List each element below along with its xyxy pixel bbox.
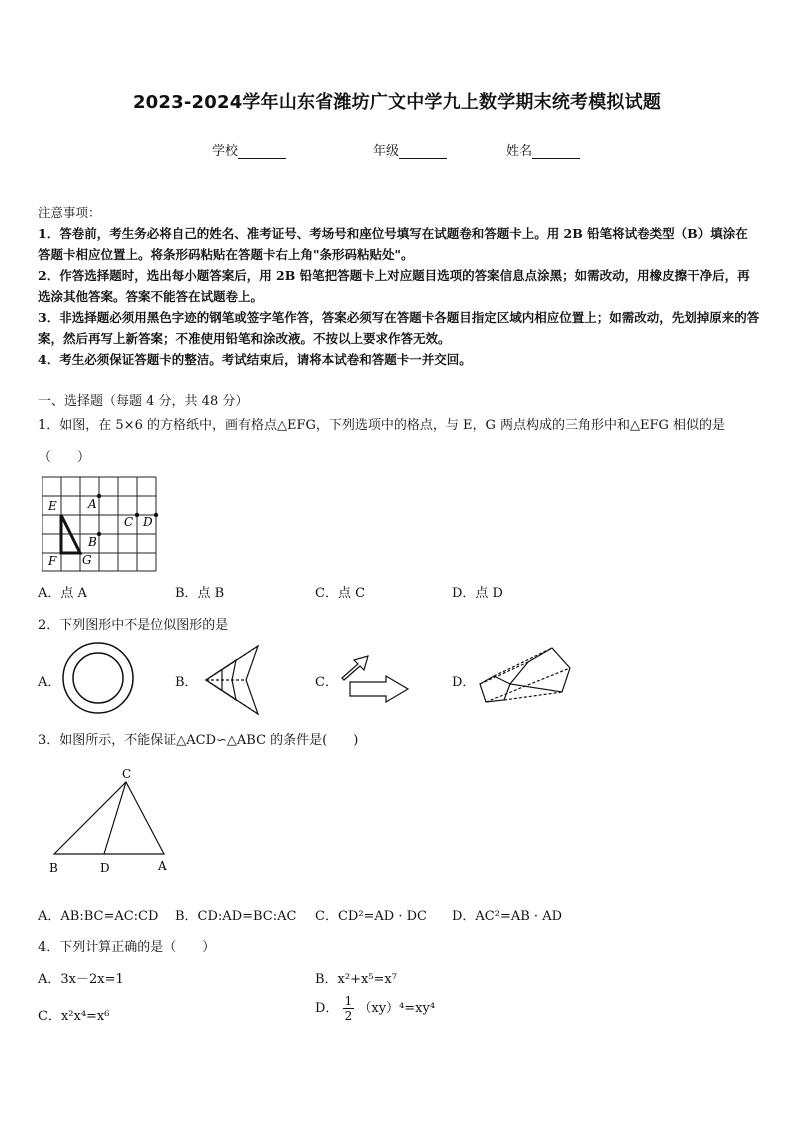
fraction-numerator: 1: [344, 994, 353, 1008]
name-label: 姓名: [506, 144, 533, 159]
fraction: [343, 994, 355, 1023]
q1-option-d[interactable]: D．点 D: [452, 586, 503, 601]
label-b: B: [49, 861, 58, 875]
label-d: D: [143, 515, 153, 529]
notice-item-3: 3．非选择题必须用黑色字迹的钢笔或签字笔作答，答案必须写在答题卡各题目指定区域内相应位置上；如需改动，先划掉原来的答案，然后再写上新答案；不准使用铅笔和涂改液。不按以上要求作答无效。: [38, 310, 760, 346]
q4-option-d-expression: （xy）⁴=xy⁴: [358, 1001, 436, 1016]
q3-option-c[interactable]: C．CD²=AD · DC: [315, 909, 427, 924]
q2-fig-d-pentagons: [472, 642, 582, 710]
point-d: [154, 513, 158, 517]
notice-block: [38, 202, 760, 370]
q2-option-a[interactable]: A．: [38, 675, 61, 690]
label-a: A: [88, 497, 97, 511]
name-field: [506, 140, 580, 159]
q3-stem: 3．如图所示，不能保证△ACD∽△ABC 的条件是( ): [38, 733, 359, 748]
q1-option-b[interactable]: B．点 B: [175, 586, 225, 601]
q3-triangle-figure: [44, 764, 178, 876]
q3-option-a[interactable]: A．AB:BC=AC:CD: [38, 909, 159, 924]
point-a: [97, 494, 101, 498]
point-c: [135, 513, 139, 517]
q3-option-d[interactable]: D．AC²=AB · AD: [452, 909, 563, 924]
q3-option-b[interactable]: B．CD:AD=BC:AC: [175, 909, 297, 924]
label-e: E: [48, 499, 57, 513]
q4-option-d[interactable]: [315, 994, 435, 1023]
fraction-denominator: 2: [344, 1009, 353, 1023]
label-d: D: [100, 861, 110, 875]
q4-stem: 4．下列计算正确的是（ ）: [38, 940, 216, 955]
q2-stem: 2．下列图形中不是位似图形的是: [38, 618, 229, 633]
grid-lines: [42, 477, 156, 571]
q4-option-c[interactable]: C．x²x⁴=x⁶: [38, 1009, 110, 1024]
label-c: C: [124, 515, 134, 529]
label-b: B: [88, 535, 97, 549]
notice-item-2: 2．作答选择题时，选出每小题答案后，用 2B 铅笔把答题卡上对应题目选项的答案信息点涂黑；如需改动，用橡皮擦干净后，再选涂其他答案。答案不能答在试题卷上。: [38, 268, 750, 304]
q4-option-b[interactable]: B．x²+x⁵=x⁷: [315, 972, 397, 987]
q2-option-d[interactable]: D．: [452, 675, 476, 690]
q4-option-a[interactable]: A．3x－2x=1: [38, 972, 124, 987]
name-blank[interactable]: [532, 146, 580, 159]
q2-option-c[interactable]: C．: [315, 675, 338, 690]
point-b: [97, 532, 101, 536]
section-heading: 一、选择题（每题 4 分，共 48 分）: [38, 394, 249, 409]
page-title: 2023-2024学年山东省潍坊广文中学九上数学期末统考模拟试题: [132, 92, 662, 113]
q1-stem: 1．如图，在 5×6 的方格纸中，画有格点△EFG，下列选项中的格点，与 E，G 两点构成的三角形中和△EFG 相似的是: [38, 418, 726, 433]
q1-option-c[interactable]: C．点 C: [315, 586, 366, 601]
notice-heading: 注意事项：: [38, 205, 101, 220]
school-label: 学校: [212, 144, 239, 159]
q1-grid-figure: [42, 476, 162, 572]
notice-item-4: 4．考生必须保证答题卡的整洁。考试结束后，请将本试卷和答题卡一并交回。: [38, 352, 472, 367]
school-blank[interactable]: [238, 146, 286, 159]
grade-blank[interactable]: [399, 146, 447, 159]
q1-option-a[interactable]: A．点 A: [38, 586, 87, 601]
q1-paren: （ ）: [38, 450, 91, 465]
grade-field: [373, 140, 447, 159]
q2-fig-b-triangles: [198, 640, 268, 720]
label-f: F: [48, 554, 57, 568]
q2-fig-a-rings: [60, 640, 140, 716]
grade-label: 年级: [373, 144, 400, 159]
label-c: C: [122, 767, 132, 781]
q2-fig-c-arrows: [338, 648, 413, 710]
q2-option-b[interactable]: B．: [175, 675, 198, 690]
label-g: G: [82, 553, 92, 567]
q4-option-d-prefix: D．: [315, 1001, 339, 1016]
school-field: [212, 140, 286, 159]
label-a: A: [158, 859, 167, 873]
notice-item-1: 1．答卷前，考生务必将自己的姓名、准考证号、考场号和座位号填写在试题卷和答题卡上。用 2B 铅笔将试卷类型（B）填涂在答题卡相应位置上。将条形码粘贴在答题卡右上角"条形码粘贴处"。: [38, 226, 748, 262]
